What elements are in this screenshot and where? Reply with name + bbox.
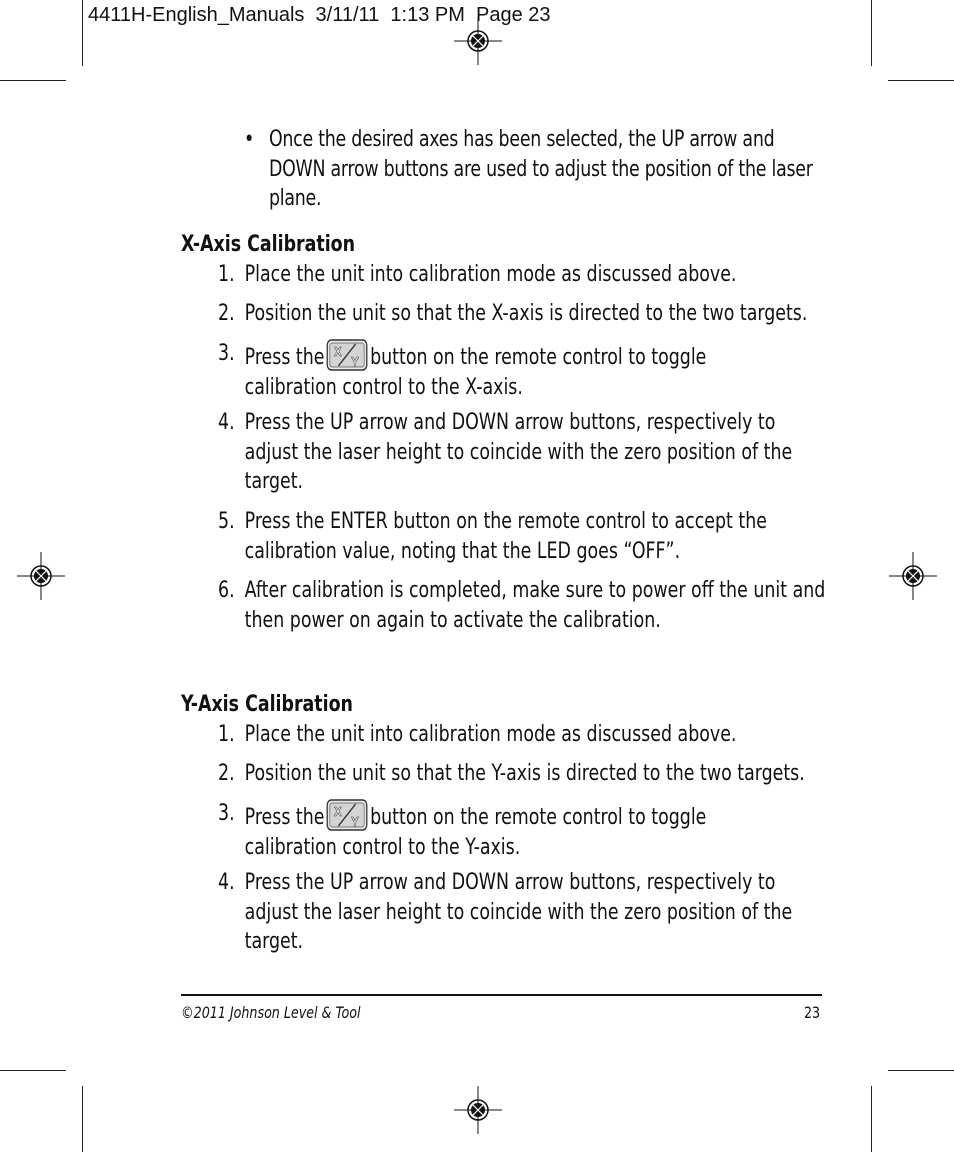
step-number: 3. [218,340,235,366]
step-text [245,339,727,402]
y-step-2 [218,759,864,789]
y-step-1 [218,720,864,750]
step-text-after: button on the remote control to toggle calibration control to the X-axis. [244,344,707,400]
crop-mark [871,0,872,66]
registration-mark-icon [454,1086,502,1134]
page-number: 23 [804,1003,821,1022]
step-text-before: Press the [244,804,325,830]
x-step-1 [218,260,864,290]
step-number: 1. [218,261,235,287]
step-number: 1. [218,721,235,747]
bullet-text: Once the desired axes has been selected, the UP arrow and DOWN arrow buttons are used to adjust the position of the laser plane. [268,126,813,211]
step-text: Position the unit so that the Y-axis is directed to the two targets. [244,760,805,786]
xy-toggle-button-icon [326,799,367,831]
step-number: 4. [218,869,235,895]
step-number: 3. [218,800,235,826]
step-text: Press the UP arrow and DOWN arrow buttons, respectively to adjust the laser height to coincide with the zero position of the target. [244,869,793,954]
svg-text:X: X [333,804,342,820]
crop-mark [0,80,66,81]
crop-mark [888,80,954,81]
step-text-before: Press the [244,344,325,370]
y-step-4 [218,868,812,957]
step-text: Position the unit so that the X-axis is directed to the two targets. [244,300,808,326]
step-number: 5. [218,508,235,534]
svg-text:X: X [333,344,342,360]
bullet-symbol: • [244,126,255,152]
registration-mark-icon [17,552,65,600]
step-number: 4. [218,409,235,435]
step-text: Press the UP arrow and DOWN arrow buttons, respectively to adjust the laser height to coincide with the zero position of the target. [244,409,793,494]
crop-mark [82,0,83,66]
crop-mark [82,1086,83,1152]
svg-text:Y: Y [351,354,359,370]
registration-mark-icon [454,17,502,65]
step-number: 2. [218,760,235,786]
step-text [245,799,727,862]
crop-mark [0,1070,66,1071]
print-slug-line: 4411H-English_Manuals 3/11/11 1:13 PM Page 23 [88,4,551,26]
svg-text:Y: Y [351,814,359,830]
x-step-6 [218,576,829,635]
step-number: 2. [218,300,235,326]
crop-mark [871,1086,872,1152]
x-step-4 [218,408,812,497]
x-step-2 [218,299,864,329]
x-step-5 [218,507,812,566]
x-step-3 [218,339,726,402]
x-axis-heading: X-Axis Calibration [181,231,356,257]
registration-mark-icon [889,552,937,600]
step-number: 6. [218,577,235,603]
crop-mark [888,1070,954,1071]
step-text: Place the unit into calibration mode as discussed above. [244,721,737,747]
step-text: Place the unit into calibration mode as discussed above. [244,261,737,287]
step-text-after: button on the remote control to toggle calibration control to the Y-axis. [244,804,707,860]
intro-bullet [244,125,813,214]
y-axis-heading: Y-Axis Calibration [181,691,353,717]
step-text: After calibration is completed, make sure to power off the unit and then power on again to activate the calibration. [244,577,826,633]
step-text: Press the ENTER button on the remote control to accept the calibration value, noting that the LED goes “OFF”. [244,508,767,564]
footer-copyright: ©2011 Johnson Level & Tool [181,1003,361,1022]
footer-rule [181,994,822,996]
y-step-3 [218,799,726,862]
xy-toggle-button-icon [326,339,367,371]
